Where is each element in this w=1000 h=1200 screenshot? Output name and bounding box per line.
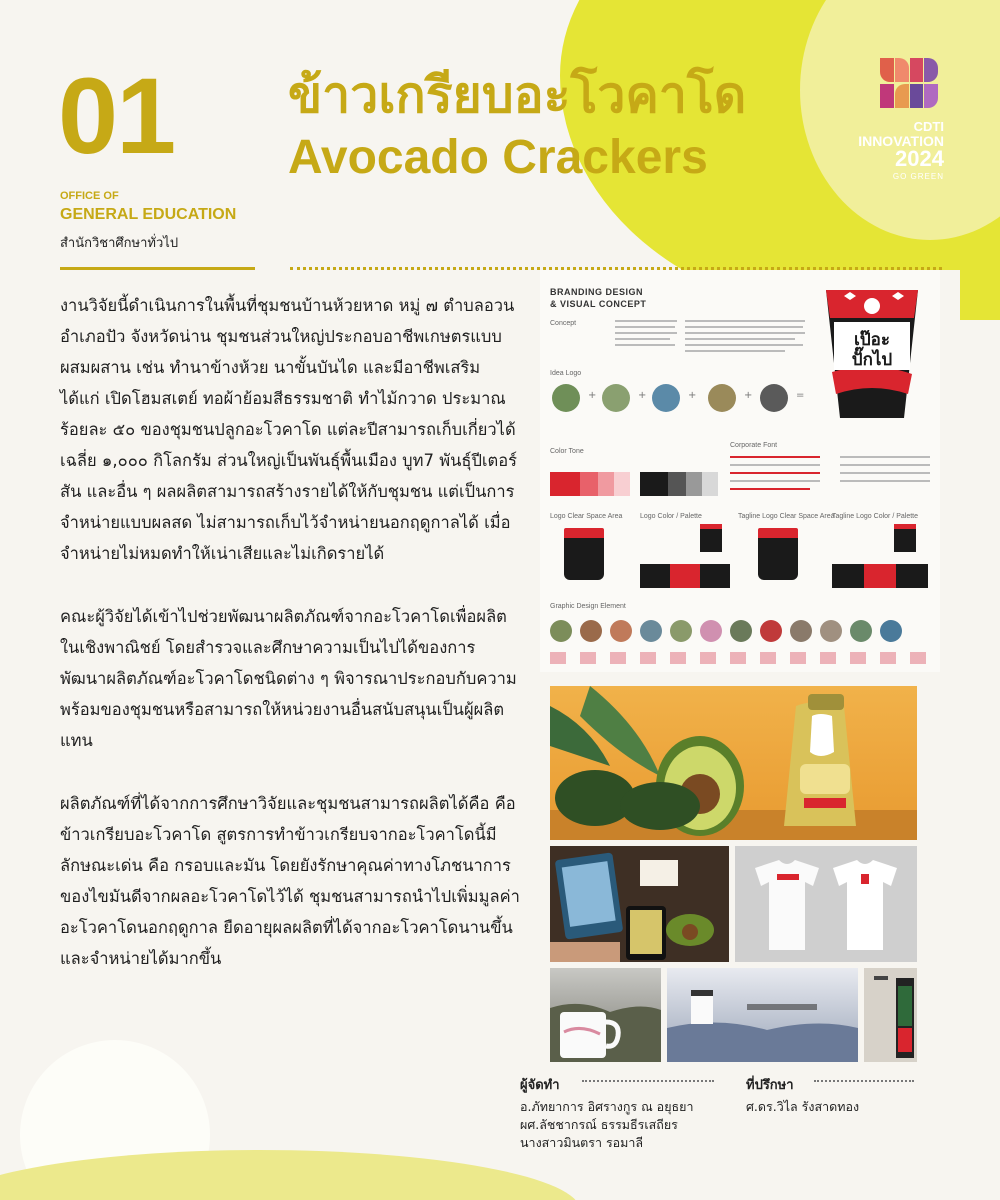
logo-text-innovation: INNOVATION	[858, 133, 944, 149]
title-thai: ข้าวเกรียบอะโวคาโด	[288, 66, 747, 124]
color-swatch	[598, 472, 614, 496]
product-hero-photo	[550, 686, 917, 840]
organizer-dotted-line	[582, 1080, 714, 1082]
coffee-cup-illustration	[667, 968, 858, 1062]
office-label-line1: OFFICE OF	[60, 190, 119, 202]
idea-logo-label: Idea Logo	[550, 370, 582, 377]
text-line	[840, 472, 930, 474]
text-line	[615, 332, 677, 334]
branding-board	[540, 270, 940, 672]
organizer-heading: ผู้จัดทำ	[520, 1078, 560, 1093]
logo-text-cdti: CDTI	[913, 119, 944, 134]
text-line	[840, 480, 930, 482]
paragraph: งานวิจัยนี้ดำเนินการในพื้นที่ชุมชนบ้านห้วยหาด หมู่ ๗ ตำบลอวน อำเภอปัว จังหวัดน่าน ชุมชนส่วนใหญ่ประกอบอาชีพเกษตรแบบผสมผสาน เช่น ทำนาข้างห้วย นาขั้นบันได และมีอาชีพเสริม ได้แก่ เปิดโฮมสเตย์ ทอผ้าย้อมสีธรรมชาติ ทำไม้กวาด ประมาณร้อยละ ๕๐ ของชุมชนปลูกอะโวคาโด แต่ละปีสามารถเก็บเกี่ยวได้เฉลี่ย ๑,๐๐๐ กิโลกรัม ส่วนใหญ่เป็นพันธุ์พื้นเมือง บูท7 พันธุ์ปีเตอร์สัน และอื่น ๆ ผลผลิตสามารถสร้างรายได้ให้กับชุมชน แต่เป็นการจำหน่ายแบบผลสด ไม่สามารถเก็บไว้จำหน่ายนอกฤดูกาลได้ เมื่อจำหน่ายไม่หมดทำให้เน่าเสียและไม่เกิดรายได้	[60, 296, 518, 563]
advisor-heading: ที่ปรึกษา	[746, 1078, 794, 1093]
text-line	[840, 464, 930, 466]
text-line	[730, 456, 820, 458]
board-heading-line2: & VISUAL CONCEPT	[550, 299, 647, 309]
element-photo	[700, 620, 722, 642]
text-line	[615, 326, 675, 328]
mug-illustration	[550, 968, 661, 1062]
organizer-name: ผศ.ลัชชากรณ์ ธรรมธีรเสถียร	[520, 1117, 678, 1132]
text-line	[840, 456, 930, 458]
plus-icon: +	[744, 390, 753, 401]
tagline-color-label: Tagline Logo Color / Palette	[832, 513, 918, 520]
text-line	[615, 344, 675, 346]
idea-photo-1	[552, 384, 580, 412]
element-photo	[730, 620, 752, 642]
text-line	[730, 488, 810, 490]
tshirt-illustration	[735, 846, 917, 962]
graphic-pattern-row	[550, 652, 930, 664]
office-label-line2: GENERAL EDUCATION	[60, 206, 237, 223]
header-divider-solid	[60, 267, 255, 270]
mini-cup-logo	[758, 528, 798, 580]
advisor-name: ศ.ดร.วิไล รังสาดทอง	[746, 1099, 860, 1114]
idea-photo-5	[760, 384, 788, 412]
board-heading-line1: BRANDING DESIGN	[550, 287, 644, 297]
color-swatch	[702, 472, 718, 496]
element-photo	[670, 620, 692, 642]
cdti-logo-mark	[880, 58, 938, 108]
tagline-clear-space-label: Tagline Logo Clear Space Area	[738, 513, 835, 520]
rollup-banner-illustration	[864, 968, 917, 1062]
element-photo	[820, 620, 842, 642]
logo-clear-space-label: Logo Clear Space Area	[550, 513, 623, 520]
paragraph: คณะผู้วิจัยได้เข้าไปช่วยพัฒนาผลิตภัณฑ์จากอะโวคาโดเพื่อผลิตในเชิงพาณิชย์ โดยสำรวจและศึกษาความเป็นไปได้ของการพัฒนาผลิตภัณฑ์อะโวคาโดชนิดต่าง ๆ พิจารณาประกอบกับความพร้อมของชุมชนหรือสามารถให้หน่วยงานอื่นสนับสนุนเป็นผู้ผลิตแทน	[60, 607, 517, 750]
idea-photo-2	[602, 384, 630, 412]
color-swatch	[668, 472, 686, 496]
brand-cup-logo	[820, 282, 924, 422]
organizer-name: อ.ภัทยาการ อิศรางกูร ณ อยุธยา	[520, 1099, 694, 1114]
text-line	[730, 472, 820, 474]
graphic-element-label: Graphic Design Element	[550, 603, 626, 610]
element-photo	[760, 620, 782, 642]
equals-icon: =	[796, 390, 805, 401]
mini-cup-logo	[564, 528, 604, 580]
color-swatch	[640, 472, 668, 496]
idea-photo-4	[708, 384, 736, 412]
mug-mockup-photo	[550, 968, 661, 1062]
plus-icon: +	[688, 390, 697, 401]
paragraph: ผลิตภัณฑ์ที่ได้จากการศึกษาวิจัยและชุมชนสามารถผลิตได้คือ คือ ข้าวเกรียบอะโวคาโด สูตรการทำข้าวเกรียบจากอะโวคาโดนี้มีลักษณะเด่น คือ กรอบและมัน โดยยังรักษาคุณค่าทางโภชนาการของไขมันดีจากผลอะโวคาโดไว้ได้ ชุมชนสามารถนำไปเพิ่มมูลค่าอะโวคาโดนอกฤดูกาล ยืดอายุผลผลิตที่ได้จากอะโวคาโดนานขึ้นและจำหน่ายได้มากขึ้น	[60, 794, 520, 968]
text-line	[685, 338, 795, 340]
product-hero-illustration	[550, 686, 917, 840]
app-mockup-illustration	[550, 846, 729, 962]
logo-text-go-green: GO GREEN	[892, 172, 944, 181]
brand-name-line1: เป๊อะ	[854, 330, 890, 350]
advisor-dotted-line	[814, 1080, 914, 1082]
brand-name-line2: ปั๊กไป	[851, 350, 893, 370]
text-line	[685, 344, 803, 346]
text-line	[685, 332, 805, 334]
color-swatch	[614, 472, 630, 496]
element-photo	[790, 620, 812, 642]
app-mockup-photo	[550, 846, 729, 962]
text-line	[685, 326, 803, 328]
logo-palette-strip	[670, 564, 700, 588]
body-text	[60, 290, 520, 1006]
text-line	[615, 320, 677, 322]
color-tone-label: Color Tone	[550, 448, 584, 455]
text-line	[685, 350, 785, 352]
element-photo	[640, 620, 662, 642]
element-photo	[850, 620, 872, 642]
element-photo	[610, 620, 632, 642]
project-number: 01	[58, 55, 175, 176]
text-line	[685, 320, 805, 322]
logo-text-year: 2024	[895, 146, 944, 171]
board-heading	[550, 286, 646, 310]
text-line	[615, 338, 670, 340]
coffee-cup-mockup-photo	[667, 968, 858, 1062]
logo-color-label: Logo Color / Palette	[640, 513, 702, 520]
plus-icon: +	[588, 390, 597, 401]
color-swatch	[550, 472, 580, 496]
color-swatch	[580, 472, 598, 496]
organizer-name: นางสาวมินตรา รอมาลี	[520, 1135, 644, 1150]
tshirt-mockup-photo	[735, 846, 917, 962]
element-photo	[550, 620, 572, 642]
idea-photo-3	[652, 384, 680, 412]
tagline-palette-strip	[864, 564, 896, 588]
corporate-font-label: Corporate Font	[730, 442, 778, 449]
element-photo	[880, 620, 902, 642]
text-line	[730, 480, 820, 482]
color-swatch	[686, 472, 702, 496]
plus-icon: +	[638, 390, 647, 401]
mini-cup-logo	[894, 524, 916, 552]
office-label-thai: สำนักวิชาศึกษาทั่วไป	[60, 236, 179, 251]
element-photo	[580, 620, 602, 642]
rollup-banner-mockup-photo	[864, 968, 917, 1062]
title-english: Avocado Crackers	[288, 131, 708, 184]
mini-cup-logo	[700, 524, 722, 552]
text-line	[730, 464, 820, 466]
concept-label: Concept	[550, 320, 577, 327]
